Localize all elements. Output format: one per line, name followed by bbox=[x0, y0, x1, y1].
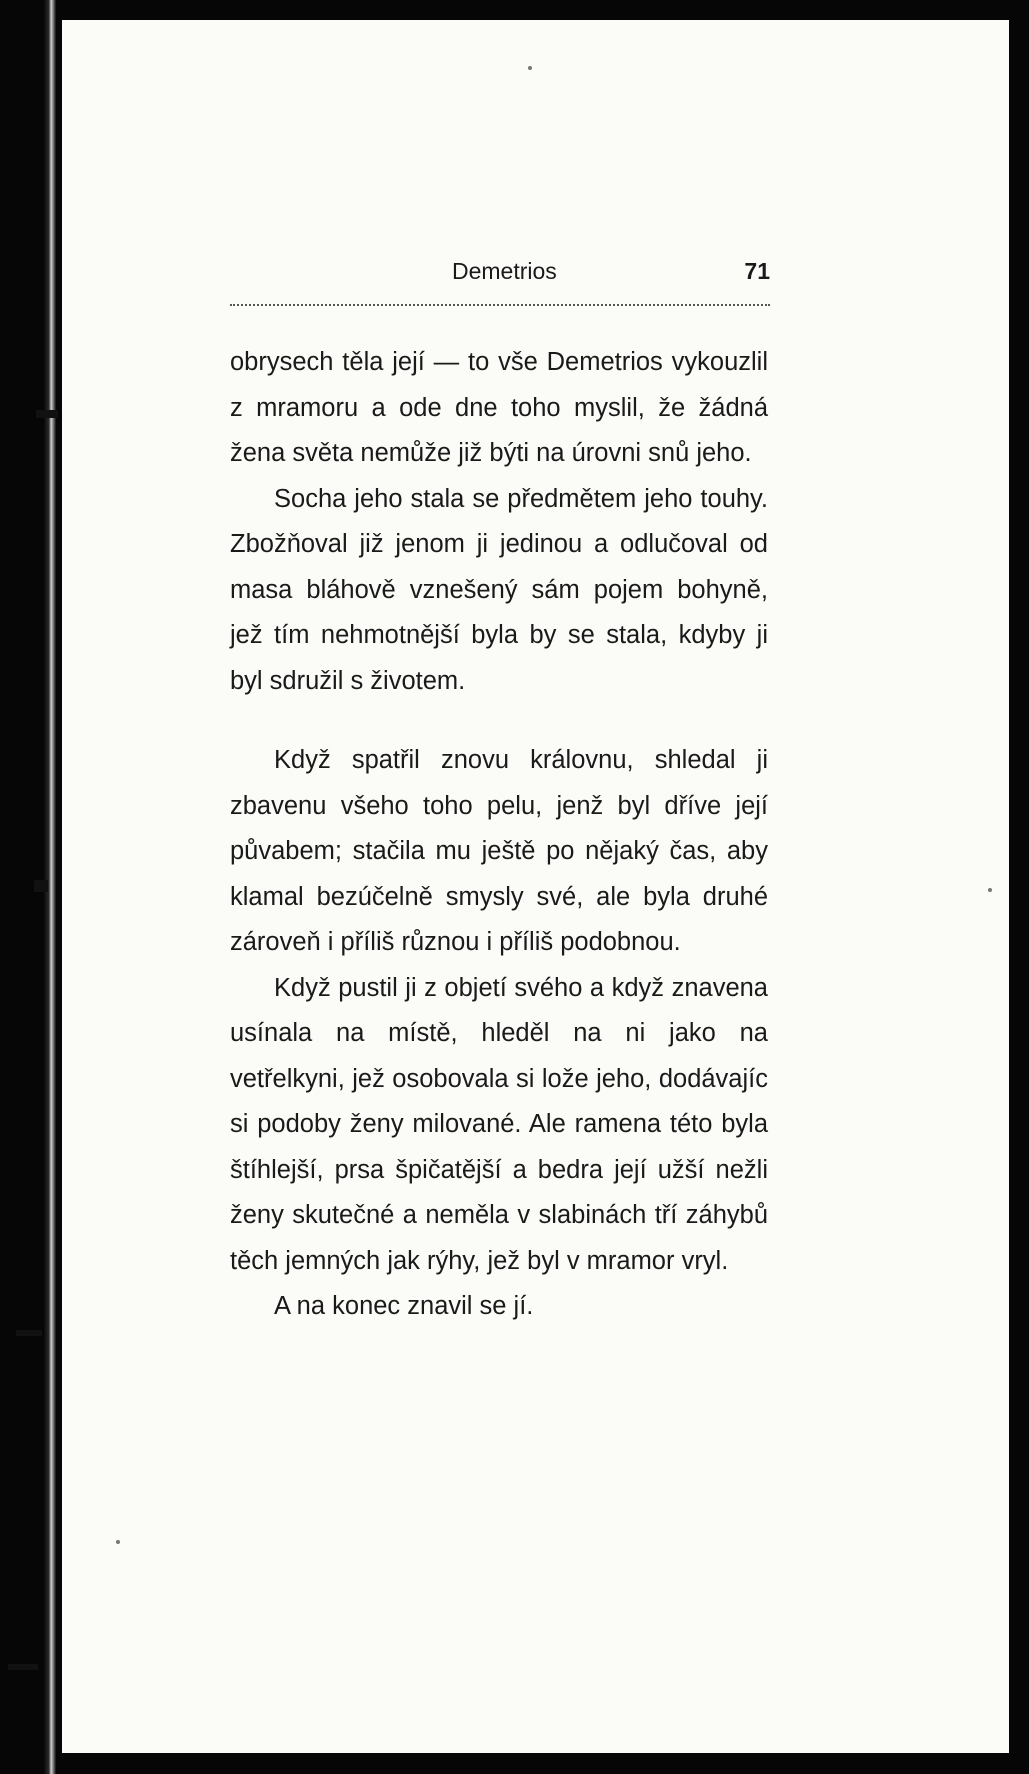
paragraph: Socha jeho stala se předmětem jeho touhy. Zbožňoval již jenom ji jedinou a odlučoval od masa bláhově vznešený sám pojem bohyně, jež tím nehmotnější byla by se stala, kdyby ji byl sdružil s životem. bbox=[230, 484, 768, 695]
header-rule bbox=[230, 304, 770, 306]
binding-mark bbox=[16, 1330, 42, 1336]
paper-speck bbox=[528, 66, 532, 70]
paper-speck bbox=[116, 1540, 120, 1544]
binding-mark bbox=[8, 1664, 38, 1670]
paragraph: Když pustil ji z objetí svého a když znavena usínala na místě, hleděl na ni jako na vetřelkyni, jež osobovala si lože jeho, dodávajíc si podoby ženy milované. Ale ramena této byla štíhlejší, prsa špičatější a bedra její užší nežli ženy skutečné a neměla v slabinách tří záhybů těch jemných jak rýhy, jež byl v mramor vryl. bbox=[230, 973, 768, 1275]
page-number: 71 bbox=[744, 258, 770, 284]
paragraph: Když spatřil znovu královnu, shledal ji zbavenu všeho toho pelu, jenž byl dříve její půvabem; stačila mu ještě po nějaký čas, aby klamal bezúčelně smysly své, ale byla druhé zároveň i příliš různou i příliš podobnou. bbox=[230, 746, 768, 956]
running-header bbox=[230, 258, 768, 298]
page-content bbox=[230, 258, 768, 1330]
binding-mark bbox=[36, 410, 58, 418]
paragraph: A na konec znavil se jí. bbox=[274, 1292, 534, 1320]
binding-mark bbox=[34, 880, 48, 892]
body-text bbox=[230, 340, 768, 1330]
paper-speck bbox=[988, 888, 992, 892]
paragraph: obrysech těla její — to vše Demetrios vykouzlil z mramoru a ode dne toho myslil, že žádná žena světa nemůže již býti na úrovni snů jeho. bbox=[230, 348, 768, 467]
header-title: Demetrios bbox=[452, 258, 557, 284]
